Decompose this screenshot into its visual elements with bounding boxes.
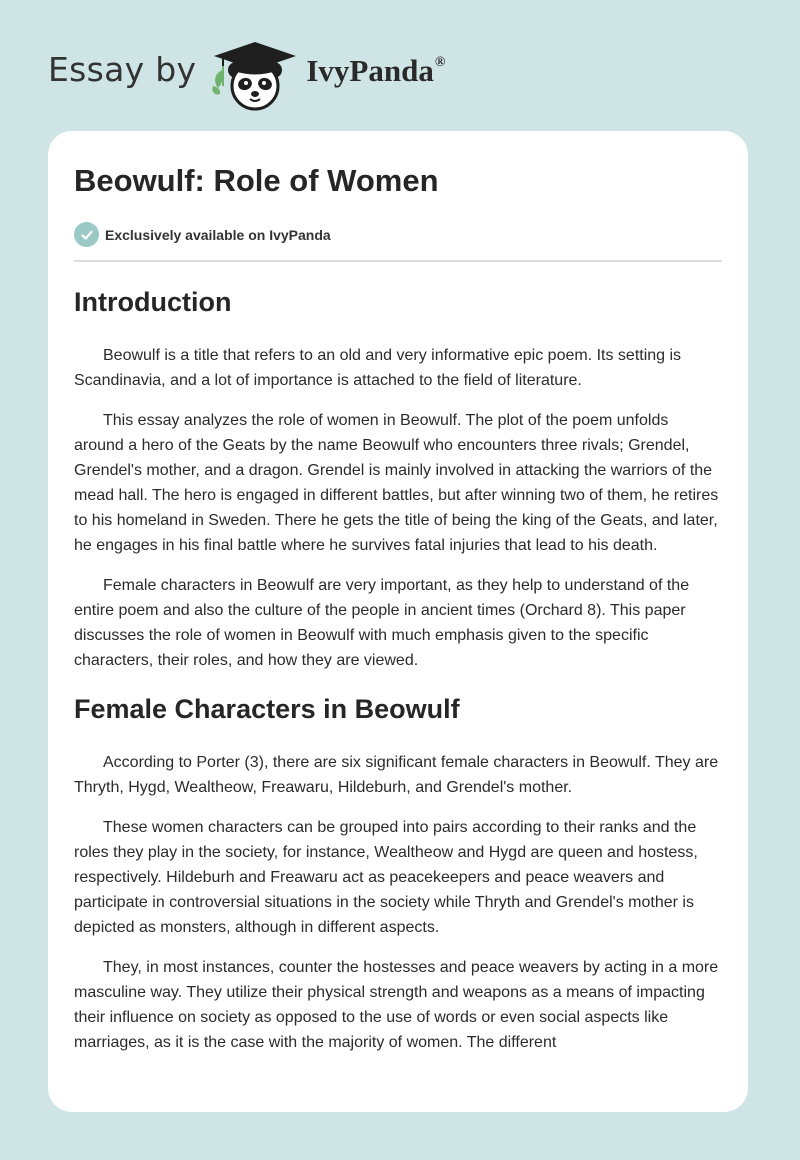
section-heading-introduction: Introduction — [74, 287, 232, 317]
registered-mark: ® — [434, 54, 446, 70]
exclusive-badge — [74, 222, 331, 247]
essay-title: Beowulf: Role of Women — [74, 163, 439, 198]
section-heading-female-characters: Female Characters in Beowulf — [74, 694, 460, 724]
brand-prefix: Essay by — [48, 49, 197, 89]
title-divider — [74, 260, 722, 262]
paragraph: Female characters in Beowulf are very important, as they help to understand of the entire poem and also the culture of the people in ancient times (Orchard 8). This paper discusses the role of women in Beowulf with much emphasis given to the specific characters, their roles, and how they are viewed. — [74, 577, 690, 669]
essay-body — [74, 285, 722, 1055]
exclusive-label: Exclusively available on IvyPanda — [105, 226, 331, 243]
brand-name-text: IvyPanda — [306, 53, 434, 88]
paragraph: According to Porter (3), there are six significant female characters in Beowulf. They are Thryth, Hygd, Wealtheow, Freawaru, Hildeburh, and Grendel's mother. — [74, 754, 719, 796]
check-circle-icon — [74, 222, 99, 247]
paragraph: This essay analyzes the role of women in Beowulf. The plot of the poem unfolds around a hero of the Geats by the name Beowulf who encounters three rivals; Grendel, Grendel's mother, and a dragon. Grendel is mainly involved in attacking the warriors of the mead hall. The hero is engaged in different battles, but after winning two of them, he retires to his homeland in Sweden. There he gets the title of being the king of the Geats, and later, he engages in his final battle where he survives fatal injuries that lead to his death. — [74, 412, 719, 554]
paragraph: They, in most instances, counter the hostesses and peace weavers by acting in a more masculine way. They utilize their physical strength and weapons as a means of impacting their influence on society as opposed to the use of words or even social aspects like marriages, as it is the case with the majority of women. The different — [74, 959, 719, 1051]
paragraph: Beowulf is a title that refers to an old and very informative epic poem. Its setting is Scandinavia, and a lot of importance is attached to the field of literature. — [74, 347, 682, 389]
site-header — [48, 34, 445, 114]
essay-card — [48, 131, 748, 1112]
brand-name — [306, 53, 445, 89]
paragraph: These women characters can be grouped into pairs according to their ranks and the roles they play in the society, for instance, Wealtheow and Hygd are queen and hostess, respectively. Hildeburh and Freawaru act as peacekeepers and peace weavers and participate in controversial situations in the society while Thryth and Grendel's mother is depicted as monsters, although in different aspects. — [74, 819, 698, 936]
panda-logo-icon — [210, 36, 302, 112]
